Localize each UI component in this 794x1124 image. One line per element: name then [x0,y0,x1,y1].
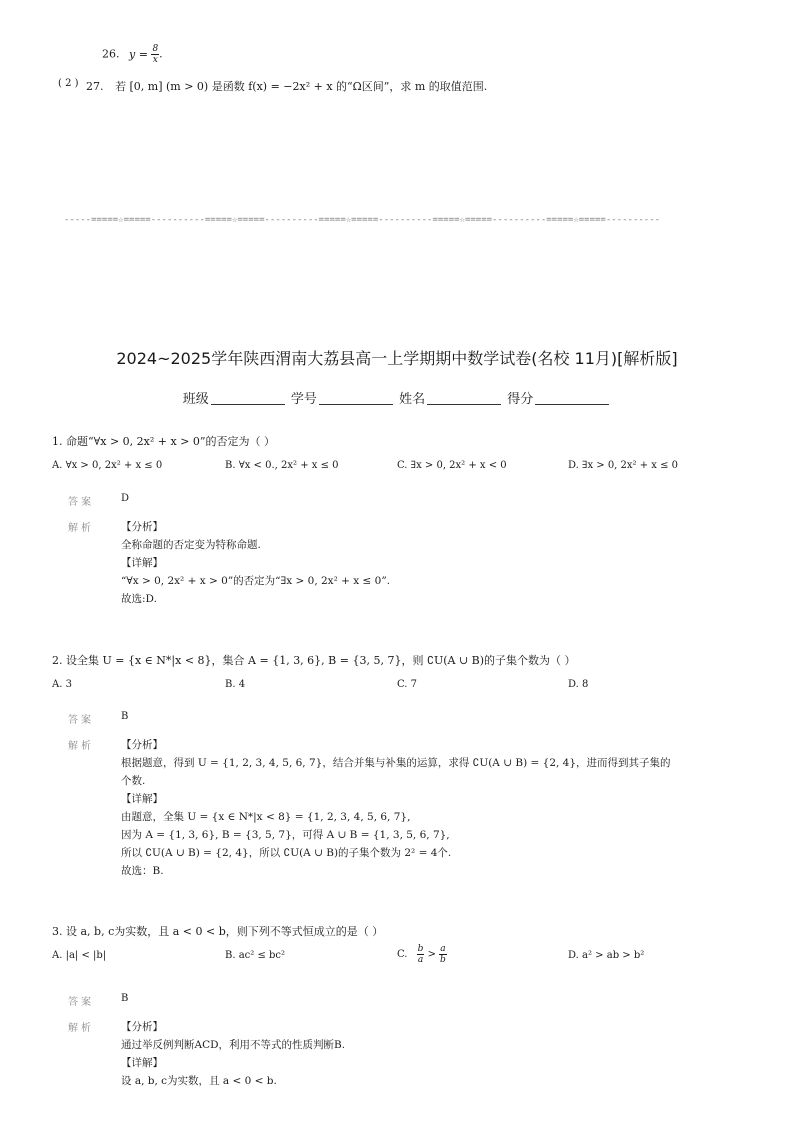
question-text: 若 [0, m] (m > 0) 是函数 f(x) = −2x² + x 的“Ω区间”，求 m 的取值范围. [115,80,488,93]
name-blank[interactable] [427,392,501,405]
question-number: 27. [86,80,104,93]
score-label: 得分 [507,392,534,407]
frac-num: 8 [152,44,159,54]
option-letter: C. [397,949,408,960]
question-26 [102,44,163,65]
q1-analysis-line: 【分析】 [121,521,163,533]
id-label: 学号 [290,392,317,407]
frac-num: a [440,944,446,954]
q1-option-b: B. ∀x < 0., 2x² + x ≤ 0 [225,460,339,471]
q2-analysis-line: 个数. [121,775,146,787]
q3-option-a: A. |a| < |b| [52,950,107,961]
q26-tail: . [159,47,163,61]
q3-stem: 3. 设 a, b, c为实数，且 a < 0 < b，则下列不等式恒成立的是（ ） [52,925,384,938]
q2-analysis-line: 【详解】 [121,793,163,805]
analysis-label: 解析 [68,741,94,752]
gt-sign: > [427,949,437,960]
q2-option-c: C. 7 [397,679,418,690]
name-label: 姓名 [399,392,426,407]
answer-label: 答案 [68,997,94,1008]
answer-label: 答案 [68,715,94,726]
q1-answer: D [121,493,130,504]
q3-analysis-line: 设 a, b, c为实数，且 a < 0 < b. [121,1075,277,1087]
q3-option-c [397,944,447,965]
q26-y: y = [129,47,148,61]
q2-option-a: A. 3 [52,679,72,690]
q3-analysis-line: 通过举反例判断ACD，利用不等式的性质判断B. [121,1039,346,1051]
answer-label: 答案 [68,497,94,508]
q3-option-d: D. a² > ab > b² [568,950,645,961]
question-27 [86,78,487,94]
id-blank[interactable] [319,392,393,405]
score-blank[interactable] [535,392,609,405]
q1-option-a: A. ∀x > 0, 2x² + x ≤ 0 [52,460,163,471]
q2-option-b: B. 4 [225,679,246,690]
q2-analysis-line: 因为 A = {1, 3, 6}, B = {3, 5, 7}，可得 A ∪ B = {1, 3, 5, 6, 7}, [121,829,450,841]
q2-analysis-line: 所以 ∁U(A ∪ B) = {2, 4}，所以 ∁U(A ∪ B)的子集个数为 2² = 4个. [121,847,452,859]
q2-option-d: D. 8 [568,679,589,690]
frac-den: b [440,955,446,965]
question-number: 26. [102,47,120,61]
q1-stem: 1. 命题“∀x > 0, 2x² + x > 0”的否定为（ ） [52,435,276,448]
q1-analysis-line: 全称命题的否定变为特称命题. [121,539,261,551]
part-label: ( 2 ) [58,78,79,89]
paper-title: 2024~2025学年陕西渭南大荔县高一上学期期中数学试卷(名校 11月)[解析版] [116,349,678,368]
analysis-label: 解析 [68,1023,94,1034]
fraction [417,944,425,965]
q1-option-d: D. ∃x > 0, 2x² + x ≤ 0 [568,460,679,471]
q3-option-b: B. ac² ≤ bc² [225,950,286,961]
frac-num: b [417,944,424,954]
q3-analysis-line: 【详解】 [121,1057,163,1069]
q1-option-c: C. ∃x > 0, 2x² + x < 0 [397,460,507,471]
q2-answer: B [121,711,129,722]
frac-den: a [417,955,424,965]
analysis-label: 解析 [68,523,94,534]
class-blank[interactable] [211,392,285,405]
q2-analysis-line: 根据题意，得到 U = {1, 2, 3, 4, 5, 6, 7}，结合并集与补集的运算，求得 ∁U(A ∪ B) = {2, 4}，进而得到其子集的 [121,757,671,769]
q1-analysis-line: 【详解】 [121,557,163,569]
q2-analysis-line: 故选：B. [121,865,164,877]
q2-stem: 2. 设全集 U = {x ∈ N*|x < 8}，集合 A = {1, 3, 6}, B = {3, 5, 7}，则 ∁U(A ∪ B)的子集个数为（ ） [52,654,576,667]
fraction [439,944,446,965]
class-label: 班级 [182,392,209,407]
q1-analysis-line: 故选:D. [121,593,157,605]
q1-analysis-line: “∀x > 0, 2x² + x > 0”的否定为“∃x > 0, 2x² + x ≤ 0”. [121,575,391,587]
q2-analysis-line: 【分析】 [121,739,163,751]
section-separator: -----=====☆=====----------=====☆=====----------=====☆=====----------=====☆=====----------=====☆=====---------- [64,215,661,225]
q3-analysis-line: 【分析】 [121,1021,163,1033]
q26-fraction [151,44,159,65]
student-info-row [0,388,794,407]
frac-den: x [152,55,158,65]
q3-answer: B [121,993,129,1004]
q2-analysis-line: 由题意，全集 U = {x ∈ N*|x < 8} = {1, 2, 3, 4, 5, 6, 7}, [121,811,411,823]
